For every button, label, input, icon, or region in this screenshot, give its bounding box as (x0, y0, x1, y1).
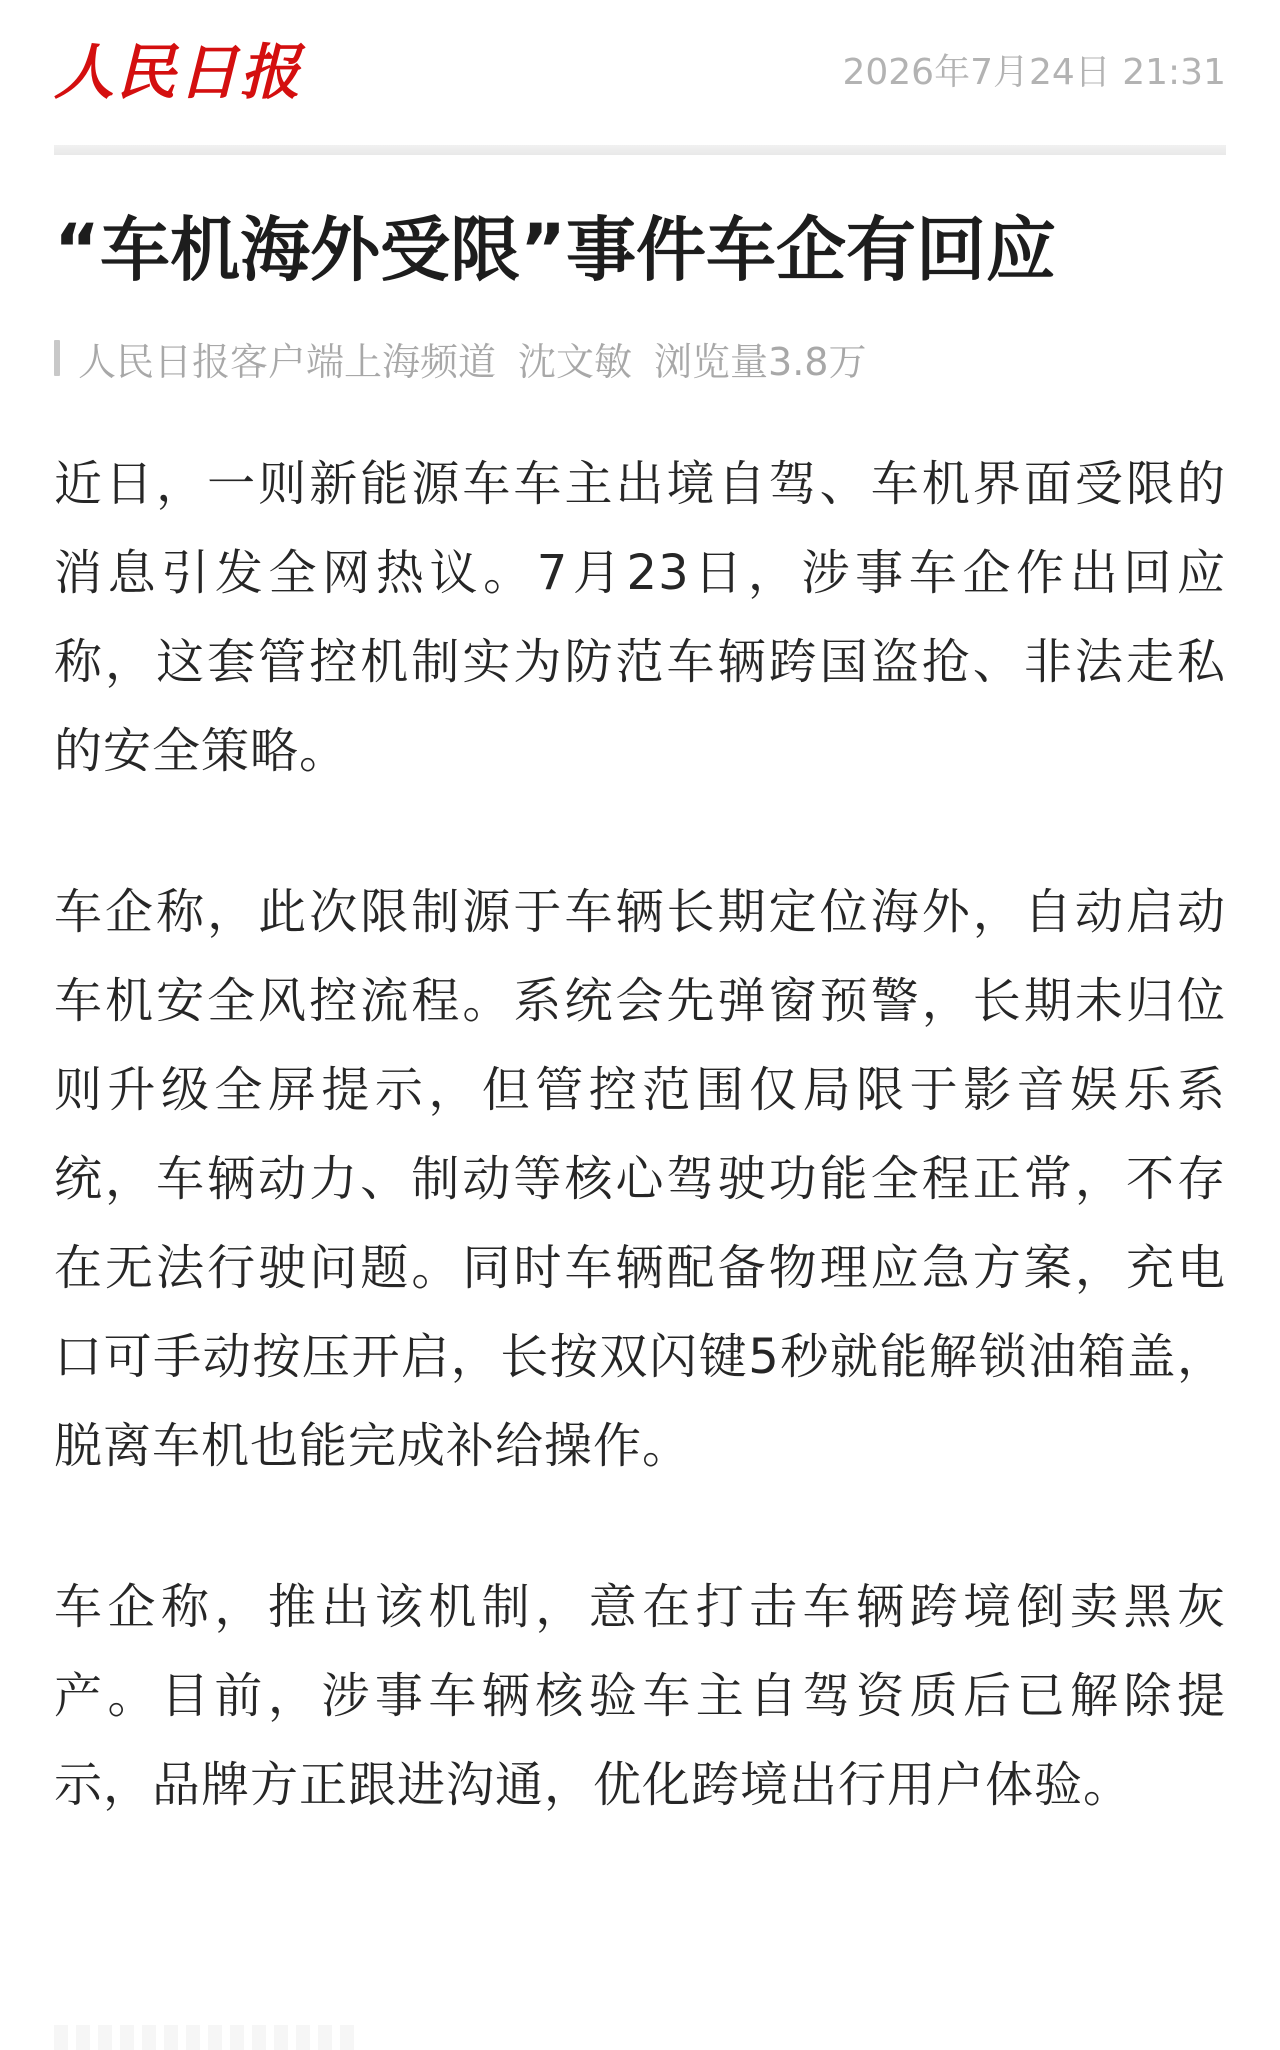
header-divider (54, 145, 1226, 155)
header (54, 28, 1226, 118)
article-meta (54, 330, 866, 386)
article-paragraph: 近日，一则新能源车车主出境自驾、车机界面受限的消息引发全网热议。7月23日，涉事车企作出回应称，这套管控机制实为防范车辆跨国盗抢、非法走私的安全策略。 (54, 456, 1226, 779)
meta-bar-icon (54, 340, 60, 376)
article-paragraph: 车企称，推出该机制，意在打击车辆跨境倒卖黑灰产。目前，涉事车辆核验车主自驾资质后已解除提示，品牌方正跟进沟通，优化跨境出行用户体验。 (54, 1579, 1226, 1813)
bottom-fade-decoration (54, 2025, 354, 2050)
article-title: “车机海外受限”事件车企有回应 (54, 209, 1057, 291)
article-body (54, 440, 1226, 1902)
article-page (54, 0, 1226, 2050)
meta-author: 沈文敏 (518, 339, 633, 384)
meta-views: 浏览量3.8万 (654, 339, 867, 384)
meta-source[interactable]: 人民日报客户端上海频道 (78, 339, 497, 384)
publish-datetime: 2026年7月24日 21:31 (842, 52, 1226, 93)
article-paragraph: 车企称，此次限制源于车辆长期定位海外，自动启动车机安全风控流程。系统会先弹窗预警，长期未归位则升级全屏提示，但管控范围仅局限于影音娱乐系统，车辆动力、制动等核心驾驶功能全程正常，不存在无法行驶问题。同时车辆配备物理应急方案，充电口可手动按压开启，长按双闪键5秒就能解锁油箱盖，脱离车机也能完成补给操作。 (54, 884, 1226, 1474)
people-daily-logo: 人民日报 (54, 38, 302, 108)
